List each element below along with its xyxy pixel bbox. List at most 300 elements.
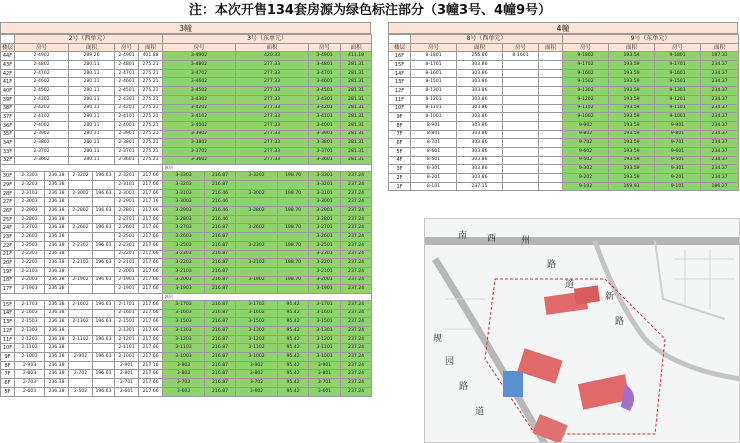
note-row bbox=[1, 165, 372, 172]
area-cell: 237.24 bbox=[341, 285, 372, 294]
room-cell bbox=[503, 104, 539, 113]
area-cell bbox=[539, 165, 563, 174]
road-label: 道 bbox=[565, 280, 575, 290]
area-cell: 237.15 bbox=[457, 182, 503, 191]
area-cell: 95.42 bbox=[278, 370, 309, 379]
room-cell: 2-3902 bbox=[15, 130, 69, 139]
area-cell: 281.31 bbox=[341, 95, 372, 104]
table-row bbox=[389, 174, 739, 183]
room-cell: 2-903 bbox=[15, 361, 45, 370]
area-cell: 280.11 bbox=[69, 147, 115, 156]
room-cell: 2-902 bbox=[69, 353, 93, 362]
room-cell: 2-4801 bbox=[115, 61, 139, 70]
room-cell: 9-501 bbox=[655, 156, 701, 165]
room-cell: 2-3201 bbox=[115, 172, 139, 181]
room-cell: 2-4201 bbox=[115, 104, 139, 113]
room-cell: 3-2501 bbox=[309, 241, 341, 250]
area-cell: 196.63 bbox=[93, 189, 115, 198]
room-cell: 2-2603 bbox=[15, 233, 45, 242]
room-cell: 8-1201 bbox=[411, 95, 457, 104]
area-cell: 196.63 bbox=[93, 353, 115, 362]
room-cell bbox=[69, 233, 93, 242]
room-cell: 2-2301 bbox=[115, 241, 139, 250]
room-cell: 9-1502 bbox=[563, 78, 609, 87]
room-cell: 2-4002 bbox=[15, 121, 69, 130]
room-cell: 2-3101 bbox=[115, 181, 139, 190]
room-cell: 3-3802 bbox=[163, 139, 236, 148]
area-cell: 193.59 bbox=[609, 61, 655, 70]
area-cell: 237.24 bbox=[341, 172, 372, 181]
area-cell: 280.11 bbox=[69, 104, 115, 113]
floor-cell: 41F bbox=[1, 78, 15, 87]
unit-8-title: 8号（西单元） bbox=[411, 35, 563, 44]
room-cell bbox=[503, 156, 539, 165]
room-cell: 3-4002 bbox=[163, 121, 236, 130]
note-cell bbox=[1, 293, 163, 300]
room-cell bbox=[503, 174, 539, 183]
area-cell: 303.86 bbox=[457, 69, 503, 78]
table-row bbox=[389, 156, 739, 165]
area-cell: 275.21 bbox=[139, 69, 163, 78]
room-cell: 2-1203 bbox=[15, 335, 45, 344]
area-cell: 216.87 bbox=[205, 250, 236, 259]
table-row bbox=[1, 172, 372, 181]
table-row bbox=[1, 156, 372, 165]
area-cell: 187.31 bbox=[701, 52, 739, 61]
unit-title-row bbox=[1, 35, 372, 44]
area-cell: 216.87 bbox=[205, 387, 236, 396]
room-cell: 3-2102 bbox=[236, 259, 278, 268]
area-cell: 277.33 bbox=[236, 78, 309, 87]
floor-cell: 28F bbox=[1, 189, 15, 198]
area-cell: 281.31 bbox=[341, 121, 372, 130]
room-cell: 3-4702 bbox=[163, 69, 236, 78]
table-row bbox=[389, 121, 739, 130]
area-cell: 217.66 bbox=[139, 370, 163, 379]
area-cell: 420.33 bbox=[236, 52, 309, 61]
room-cell: 2-801 bbox=[115, 370, 139, 379]
area-cell bbox=[93, 198, 115, 207]
column-header: 房号 bbox=[503, 43, 539, 52]
area-cell: 275.21 bbox=[139, 139, 163, 148]
table-row bbox=[1, 181, 372, 190]
room-cell: 3-2203 bbox=[163, 259, 205, 268]
area-cell bbox=[539, 174, 563, 183]
room-cell: 3-1901 bbox=[309, 285, 341, 294]
room-cell: 3-3901 bbox=[309, 130, 341, 139]
area-cell: 198.70 bbox=[278, 189, 309, 198]
room-cell: 3-2601 bbox=[309, 233, 341, 242]
table-row bbox=[1, 215, 372, 224]
table-row bbox=[389, 78, 739, 87]
table-row bbox=[1, 233, 372, 242]
room-cell bbox=[503, 87, 539, 96]
area-cell bbox=[278, 267, 309, 276]
area-cell: 411.18 bbox=[341, 52, 372, 61]
area-cell: 236.38 bbox=[45, 233, 69, 242]
table-row bbox=[389, 95, 739, 104]
room-cell: 8-1001 bbox=[411, 113, 457, 122]
area-cell: 217.66 bbox=[139, 189, 163, 198]
column-header: 面积 bbox=[539, 43, 563, 52]
room-cell: 3-2003 bbox=[163, 276, 205, 285]
room-cell: 9-1701 bbox=[655, 61, 701, 70]
area-cell: 281.31 bbox=[341, 69, 372, 78]
floor-cell: 44F bbox=[1, 52, 15, 61]
table-row bbox=[1, 309, 372, 318]
area-cell: 217.66 bbox=[139, 241, 163, 250]
area-cell bbox=[278, 285, 309, 294]
room-cell: 3-3203 bbox=[163, 181, 205, 190]
room-cell: 2-1001 bbox=[115, 353, 139, 362]
area-cell: 281.31 bbox=[341, 113, 372, 122]
area-cell: 198.70 bbox=[278, 224, 309, 233]
room-cell: 3-1701 bbox=[309, 300, 341, 309]
room-cell: 3-1601 bbox=[309, 309, 341, 318]
room-cell bbox=[69, 327, 93, 336]
room-cell: 3-1602 bbox=[236, 309, 278, 318]
area-cell: 275.21 bbox=[139, 147, 163, 156]
area-cell: 236.38 bbox=[45, 207, 69, 216]
area-cell: 234.37 bbox=[701, 156, 739, 165]
area-cell: 216.87 bbox=[205, 267, 236, 276]
table-row bbox=[1, 387, 372, 396]
area-cell bbox=[93, 361, 115, 370]
area-cell: 193.59 bbox=[609, 95, 655, 104]
road-label: 路 bbox=[459, 382, 469, 392]
room-cell: 3-601 bbox=[309, 387, 341, 396]
area-cell bbox=[93, 344, 115, 353]
room-cell bbox=[503, 147, 539, 156]
area-cell: 236.38 bbox=[45, 285, 69, 294]
room-cell: 9-1301 bbox=[655, 87, 701, 96]
room-cell: 3-2801 bbox=[309, 215, 341, 224]
area-cell: 277.33 bbox=[236, 104, 309, 113]
room-cell: 3-702 bbox=[236, 379, 278, 388]
room-cell: 2-3601 bbox=[115, 156, 139, 165]
area-cell: 216.87 bbox=[205, 241, 236, 250]
area-cell: 217.16 bbox=[139, 198, 163, 207]
area-cell: 169.93 bbox=[609, 182, 655, 191]
table-row bbox=[389, 69, 739, 78]
area-cell: 234.37 bbox=[701, 174, 739, 183]
area-cell bbox=[539, 182, 563, 191]
note-cell: 跃层 bbox=[163, 293, 372, 300]
room-cell: 2-701 bbox=[115, 379, 139, 388]
room-cell: 2-2503 bbox=[15, 241, 45, 250]
area-cell: 217.66 bbox=[139, 309, 163, 318]
room-cell bbox=[503, 182, 539, 191]
room-cell: 2-2003 bbox=[15, 276, 45, 285]
area-cell: 280.11 bbox=[69, 139, 115, 148]
room-cell: 3-2703 bbox=[163, 224, 205, 233]
room-cell: 3-3701 bbox=[309, 147, 341, 156]
room-cell: 3-2101 bbox=[309, 267, 341, 276]
floor-cell: 19F bbox=[1, 267, 15, 276]
room-cell: 3-902 bbox=[236, 361, 278, 370]
room-cell: 2-1003 bbox=[15, 353, 45, 362]
area-cell: 216.87 bbox=[205, 327, 236, 336]
road-label: 规 bbox=[433, 334, 443, 344]
room-cell: 3-803 bbox=[163, 370, 205, 379]
table-row bbox=[1, 69, 372, 78]
room-cell: 2-3202 bbox=[69, 172, 93, 181]
area-cell: 217.66 bbox=[139, 327, 163, 336]
room-cell bbox=[236, 267, 278, 276]
column-header: 楼层 bbox=[1, 44, 13, 51]
area-cell: 237.24 bbox=[341, 181, 372, 190]
room-cell: 3-4502 bbox=[163, 87, 236, 96]
area-cell: 237.24 bbox=[341, 327, 372, 336]
floor-cell: 39F bbox=[1, 95, 15, 104]
area-cell: 95.42 bbox=[278, 318, 309, 327]
table-row bbox=[1, 224, 372, 233]
table-row bbox=[1, 379, 372, 388]
area-cell: 280.11 bbox=[69, 87, 115, 96]
area-cell: 237.24 bbox=[341, 361, 372, 370]
area-cell: 193.59 bbox=[609, 156, 655, 165]
area-cell: 216.87 bbox=[205, 172, 236, 181]
room-cell: 8-701 bbox=[411, 139, 457, 148]
room-cell: 2-2901 bbox=[115, 198, 139, 207]
floor-cell: 21F bbox=[1, 250, 15, 259]
area-cell: 196.63 bbox=[93, 224, 115, 233]
room-cell bbox=[236, 215, 278, 224]
area-cell: 193.59 bbox=[609, 174, 655, 183]
area-cell bbox=[539, 113, 563, 122]
table-row bbox=[1, 78, 372, 87]
table-row bbox=[1, 344, 372, 353]
room-cell: 2-1301 bbox=[115, 327, 139, 336]
room-cell: 2-2802 bbox=[69, 207, 93, 216]
area-cell: 234.37 bbox=[701, 69, 739, 78]
room-cell: 2-901 bbox=[115, 361, 139, 370]
area-cell: 275.21 bbox=[139, 87, 163, 96]
room-cell: 3-4601 bbox=[309, 78, 341, 87]
area-cell: 236.38 bbox=[45, 224, 69, 233]
area-cell: 280.11 bbox=[69, 113, 115, 122]
area-cell: 216.87 bbox=[205, 181, 236, 190]
table-row bbox=[1, 87, 372, 96]
road-label: 新 bbox=[605, 292, 615, 302]
room-cell: 2-2701 bbox=[115, 215, 139, 224]
area-cell: 275.21 bbox=[139, 113, 163, 122]
area-cell: 193.59 bbox=[609, 139, 655, 148]
room-cell bbox=[503, 130, 539, 139]
area-cell: 217.66 bbox=[139, 267, 163, 276]
area-cell: 281.31 bbox=[341, 61, 372, 70]
area-cell: 275.21 bbox=[139, 95, 163, 104]
room-cell: 3-4802 bbox=[163, 61, 236, 70]
floor-cell: 32F bbox=[1, 156, 15, 165]
room-cell: 3-701 bbox=[309, 379, 341, 388]
room-cell: 2-2201 bbox=[115, 250, 139, 259]
area-cell bbox=[539, 69, 563, 78]
area-cell: 237.24 bbox=[341, 233, 372, 242]
area-cell bbox=[539, 95, 563, 104]
area-cell: 217.66 bbox=[139, 172, 163, 181]
area-cell: 193.59 bbox=[609, 87, 655, 96]
area-cell: 236.38 bbox=[45, 241, 69, 250]
area-cell bbox=[93, 285, 115, 294]
area-cell: 303.86 bbox=[457, 121, 503, 130]
unit-title-row bbox=[389, 35, 739, 44]
note-row bbox=[1, 293, 372, 300]
area-cell: 217.66 bbox=[139, 250, 163, 259]
room-cell: 9-602 bbox=[563, 147, 609, 156]
room-cell: 3-3602 bbox=[163, 156, 236, 165]
building-3-table bbox=[0, 34, 372, 397]
road-label: 路 bbox=[547, 260, 557, 270]
area-cell: 216.87 bbox=[205, 379, 236, 388]
area-cell: 303.86 bbox=[457, 61, 503, 70]
room-cell: 2-3103 bbox=[15, 189, 45, 198]
room-cell: 3-1703 bbox=[163, 300, 205, 309]
room-cell: 2-2803 bbox=[15, 215, 45, 224]
room-cell: 3-1902 bbox=[236, 276, 278, 285]
area-cell: 234.37 bbox=[701, 95, 739, 104]
area-cell: 193.59 bbox=[609, 147, 655, 156]
room-cell: 2-4001 bbox=[115, 121, 139, 130]
area-cell: 303.86 bbox=[457, 78, 503, 87]
room-cell: 3-802 bbox=[236, 370, 278, 379]
room-cell: 3-3801 bbox=[309, 139, 341, 148]
room-cell bbox=[69, 309, 93, 318]
area-cell: 281.31 bbox=[341, 87, 372, 96]
building-4-table bbox=[388, 34, 739, 191]
area-cell: 193.59 bbox=[609, 104, 655, 113]
unit-3-title: 3号（东单元） bbox=[163, 35, 372, 44]
room-cell: 9-301 bbox=[655, 165, 701, 174]
area-cell: 216.87 bbox=[205, 309, 236, 318]
area-cell bbox=[278, 198, 309, 207]
floor-cell: 5F bbox=[389, 147, 411, 156]
blank-cell bbox=[389, 35, 411, 44]
area-cell: 237.24 bbox=[341, 250, 372, 259]
room-cell bbox=[503, 139, 539, 148]
column-header-row bbox=[1, 43, 372, 52]
area-cell: 277.33 bbox=[236, 156, 309, 165]
area-cell: 198.70 bbox=[278, 241, 309, 250]
area-cell: 280.11 bbox=[69, 78, 115, 87]
room-cell: 9-302 bbox=[563, 165, 609, 174]
area-cell: 303.86 bbox=[457, 165, 503, 174]
area-cell: 277.33 bbox=[236, 130, 309, 139]
room-cell: 9-1602 bbox=[563, 69, 609, 78]
room-cell bbox=[503, 69, 539, 78]
room-cell: 3-2302 bbox=[236, 241, 278, 250]
area-cell: 281.31 bbox=[341, 139, 372, 148]
room-cell: 8-501 bbox=[411, 156, 457, 165]
floor-cell: 43F bbox=[1, 61, 15, 70]
area-cell: 237.24 bbox=[341, 215, 372, 224]
room-cell: 2-502 bbox=[69, 387, 93, 396]
column-header: 面积 bbox=[139, 43, 163, 52]
area-cell: 217.66 bbox=[139, 285, 163, 294]
room-cell: 3-3002 bbox=[236, 189, 278, 198]
page-title: 注：本次开售134套房源为绿色标注部分（3幢3号、4幢9号） bbox=[188, 3, 552, 18]
area-cell: 234.37 bbox=[701, 130, 739, 139]
room-cell: 8-1601 bbox=[411, 69, 457, 78]
area-cell: 234.37 bbox=[701, 147, 739, 156]
area-cell: 234.37 bbox=[701, 121, 739, 130]
area-cell: 217.66 bbox=[139, 259, 163, 268]
floor-cell: 14F bbox=[1, 309, 15, 318]
room-cell: 3-1001 bbox=[309, 353, 341, 362]
room-cell: 3-1103 bbox=[163, 344, 205, 353]
room-cell: 9-1801 bbox=[655, 52, 701, 61]
column-header-row bbox=[389, 43, 739, 52]
area-cell: 236.38 bbox=[45, 309, 69, 318]
floor-cell: 10F bbox=[1, 344, 15, 353]
room-cell: 3-3301 bbox=[309, 172, 341, 181]
column-header: 面积 bbox=[69, 43, 115, 52]
area-cell: 234.37 bbox=[701, 78, 739, 87]
area-cell: 277.33 bbox=[236, 113, 309, 122]
room-cell: 8-1501 bbox=[411, 78, 457, 87]
area-cell: 237.24 bbox=[341, 335, 372, 344]
floor-cell: 12F bbox=[1, 327, 15, 336]
room-cell: 3-4301 bbox=[309, 95, 341, 104]
area-cell: 237.24 bbox=[341, 318, 372, 327]
room-cell: 2-1901 bbox=[115, 276, 139, 285]
room-cell: 3-1101 bbox=[309, 344, 341, 353]
room-cell: 9-802 bbox=[563, 130, 609, 139]
table-row bbox=[389, 104, 739, 113]
room-cell: 3-3003 bbox=[163, 198, 205, 207]
room-cell: 9-1302 bbox=[563, 87, 609, 96]
room-cell: 3-2503 bbox=[163, 241, 205, 250]
table-row bbox=[389, 61, 739, 70]
room-cell: 2-3702 bbox=[15, 147, 69, 156]
floor-cell: 15F bbox=[389, 61, 411, 70]
table-row bbox=[1, 61, 372, 70]
area-cell: 236.38 bbox=[45, 276, 69, 285]
area-cell: 303.86 bbox=[457, 174, 503, 183]
room-cell: 3-2602 bbox=[236, 224, 278, 233]
floor-cell: 17F bbox=[1, 285, 15, 294]
room-cell: 3-1202 bbox=[236, 335, 278, 344]
room-cell bbox=[69, 215, 93, 224]
area-cell: 289.26 bbox=[69, 52, 115, 61]
room-cell: 3-4001 bbox=[309, 121, 341, 130]
area-cell: 186.27 bbox=[701, 182, 739, 191]
room-cell: 2-4601 bbox=[115, 78, 139, 87]
room-cell: 2-3901 bbox=[115, 130, 139, 139]
table-row bbox=[1, 285, 372, 294]
room-cell: 2-2203 bbox=[15, 259, 45, 268]
room-cell: 3-4602 bbox=[163, 78, 236, 87]
area-cell bbox=[93, 327, 115, 336]
table-row bbox=[1, 327, 372, 336]
room-cell: 8-901 bbox=[411, 121, 457, 130]
floor-cell: 33F bbox=[1, 147, 15, 156]
room-cell: 2-3001 bbox=[115, 189, 139, 198]
area-cell: 234.37 bbox=[701, 139, 739, 148]
area-cell: 217.66 bbox=[139, 353, 163, 362]
area-cell: 280.11 bbox=[69, 121, 115, 130]
floor-cell: 42F bbox=[1, 69, 15, 78]
room-cell bbox=[503, 113, 539, 122]
column-header: 面积 bbox=[341, 43, 372, 52]
room-cell: 3-3902 bbox=[163, 130, 236, 139]
area-cell: 216.87 bbox=[205, 344, 236, 353]
area-cell: 193.59 bbox=[609, 69, 655, 78]
room-cell: 3-1203 bbox=[163, 335, 205, 344]
area-cell: 236.38 bbox=[45, 370, 69, 379]
table-row bbox=[1, 370, 372, 379]
room-cell: 3-4902 bbox=[163, 52, 236, 61]
